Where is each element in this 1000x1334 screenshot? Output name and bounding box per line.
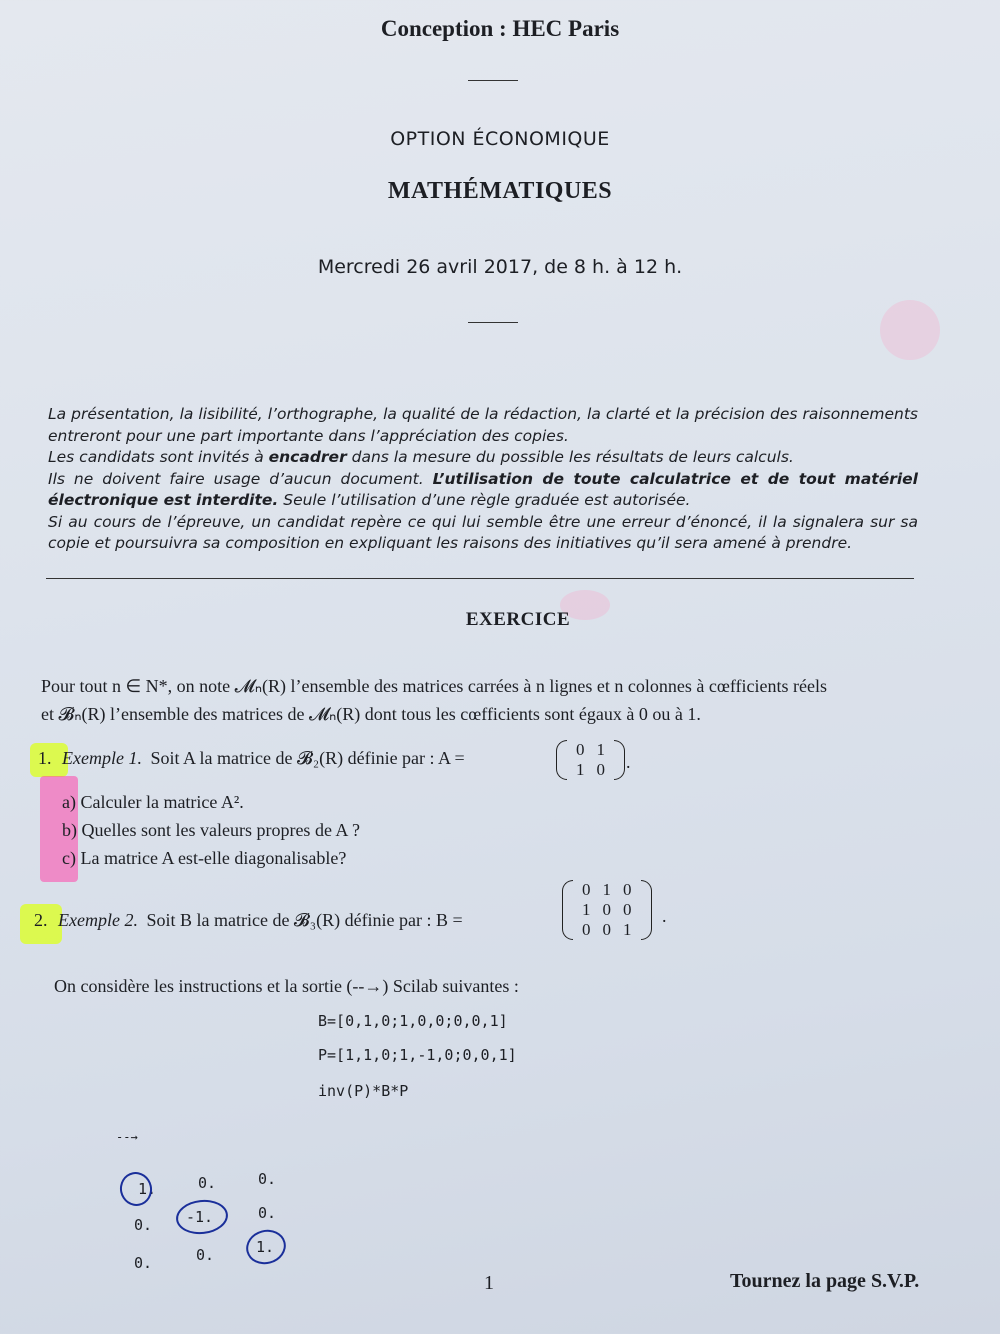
output-cell: 0. xyxy=(196,1246,215,1264)
exercise-title: EXERCICE xyxy=(465,609,571,630)
left-parenthesis xyxy=(562,880,573,940)
question-number: 2. xyxy=(34,910,48,930)
output-cell: 1. xyxy=(138,1180,157,1198)
scilab-intro: On considère les instructions et la sortie (--→) Scilab suivantes : xyxy=(54,976,519,996)
output-cell: 0. xyxy=(258,1170,277,1188)
output-cell: 0. xyxy=(134,1254,153,1272)
option-label: OPTION ÉCONOMIQUE xyxy=(390,128,610,150)
output-cell: 0. xyxy=(258,1204,277,1222)
matrix-cell: 1 xyxy=(602,880,611,899)
matrix-a-end: . xyxy=(626,752,631,772)
notice-divider xyxy=(46,578,914,579)
question-1b: b) Quelles sont les valeurs propres de A ? xyxy=(62,820,360,840)
turn-page-note: Tournez la page S.V.P. xyxy=(730,1270,920,1292)
matrix-cell: 0 xyxy=(582,920,591,939)
handwritten-circle xyxy=(117,1169,155,1209)
matrix-cell: 0 xyxy=(623,900,632,919)
header-divider xyxy=(468,80,518,81)
handwritten-circle xyxy=(174,1197,229,1236)
question-1a: a) Calculer la matrice A². xyxy=(62,792,244,812)
matrix-cell: 0 xyxy=(602,920,611,939)
matrix-cell: 0 xyxy=(602,900,611,919)
exam-date: Mercredi 26 avril 2017, de 8 h. à 12 h. xyxy=(317,256,683,278)
header-divider xyxy=(468,322,518,323)
matrix-cell: 0 xyxy=(576,740,585,759)
question-number: 1. xyxy=(38,748,52,768)
subject-title: MATHÉMATIQUES xyxy=(387,178,613,204)
handwritten-circle xyxy=(242,1225,289,1268)
matrix-b-end: . xyxy=(662,906,667,926)
right-parenthesis xyxy=(614,740,625,780)
left-parenthesis xyxy=(556,740,567,780)
scilab-prompt: --→ xyxy=(116,1130,138,1144)
code-line: inv(P)*B*P xyxy=(318,1082,409,1100)
question-1 xyxy=(38,748,465,769)
notice-paragraph: Ils ne doivent faire usage d’aucun document. L’utilisation de toute calculatrice et de tout matériel électronique est interdite. Seule l’utilisation d’une règle graduée est autorisée. xyxy=(48,469,918,509)
output-cell: -1. xyxy=(186,1208,214,1226)
output-cell: 1. xyxy=(256,1238,275,1256)
output-cell: 0. xyxy=(134,1216,153,1234)
notice-paragraph: Si au cours de l’épreuve, un candidat repère ce qui lui semble être une erreur d’énoncé, il la signalera sur sa copie et poursuivra sa composition en expliquant les raisons des initiatives qu’il sera amené à prendre. xyxy=(48,512,918,552)
question-text: Soit B la matrice de 𝓑₃(R) définie par : B = xyxy=(146,910,463,930)
exam-instructions xyxy=(48,404,918,555)
output-cell: 0. xyxy=(198,1174,217,1192)
notice-paragraph: Les candidats sont invités à encadrer dans la mesure du possible les résultats de leurs calculs. xyxy=(48,448,794,466)
notice-paragraph: La présentation, la lisibilité, l’orthographe, la qualité de la rédaction, la clarté et la précision des raisonnements entreront pour une part importante dans l’appréciation des copies. xyxy=(48,405,918,445)
code-line: B=[0,1,0;1,0,0;0,0,1] xyxy=(318,1012,508,1030)
question-label: Exemple 1. xyxy=(62,748,142,768)
matrix-a xyxy=(556,740,625,780)
matrix-cell: 1 xyxy=(576,760,585,779)
question-1c: c) La matrice A est-elle diagonalisable? xyxy=(62,848,347,868)
exercise-intro-line: Pour tout n ∈ N*, on note 𝓜ₙ(R) l’ensemble des matrices carrées à n lignes et n colonnes à cœfficients réels xyxy=(41,676,827,696)
conception-title: Conception : HEC Paris xyxy=(380,16,620,41)
matrix-cell: 1 xyxy=(596,740,605,759)
question-2 xyxy=(34,910,463,931)
matrix-b-table xyxy=(576,880,638,940)
matrix-cell: 0 xyxy=(623,880,632,899)
paper-stain xyxy=(880,300,940,360)
code-line: P=[1,1,0;1,-1,0;0,0,1] xyxy=(318,1046,517,1064)
page-number: 1 xyxy=(484,1272,494,1294)
matrix-a-table xyxy=(570,740,611,780)
matrix-cell: 1 xyxy=(623,920,632,939)
matrix-b xyxy=(562,880,652,940)
matrix-cell: 0 xyxy=(596,760,605,779)
question-label: Exemple 2. xyxy=(58,910,138,930)
question-text: Soit A la matrice de 𝓑₂(R) définie par : A = xyxy=(150,748,465,768)
matrix-cell: 0 xyxy=(582,880,591,899)
matrix-cell: 1 xyxy=(582,900,591,919)
right-parenthesis xyxy=(641,880,652,940)
exercise-intro-line: et 𝓑ₙ(R) l’ensemble des matrices de 𝓜ₙ(R) dont tous les cœfficients sont égaux à 0 ou à 1. xyxy=(41,704,701,724)
